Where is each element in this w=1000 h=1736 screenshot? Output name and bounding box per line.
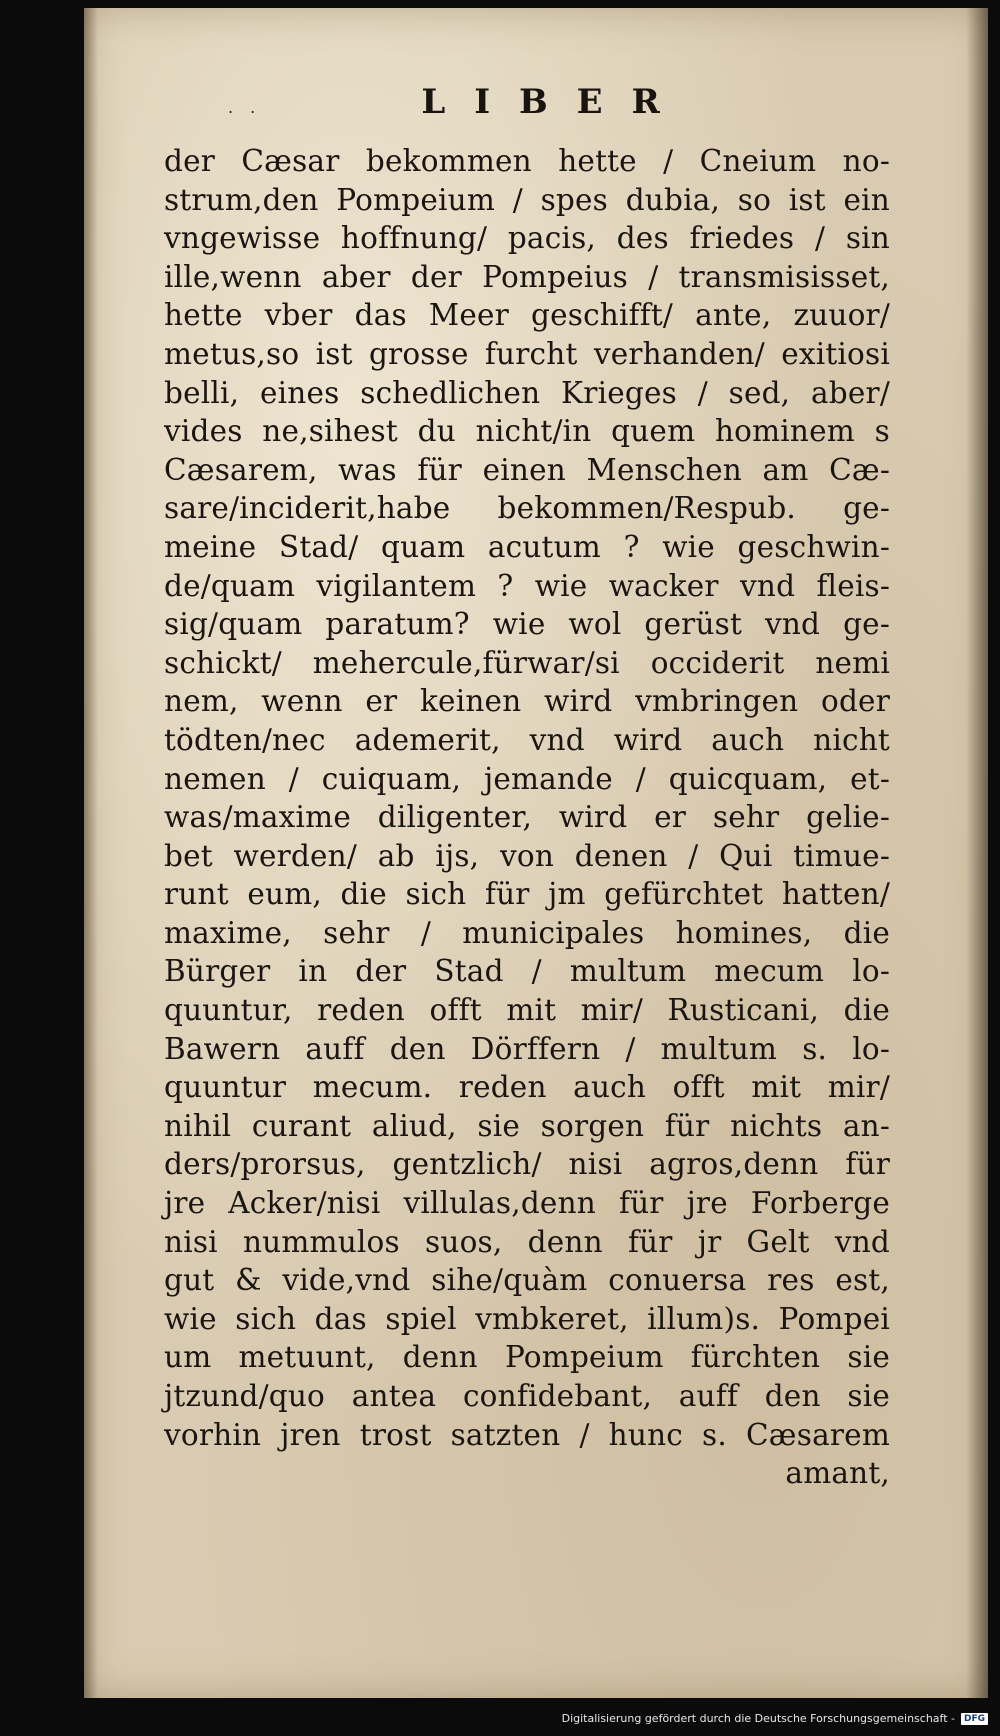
- page-edge-shadow: [966, 8, 988, 1698]
- text-line: ders/prorsus, gentzlich/ nisi agros,denn für: [164, 1147, 890, 1182]
- text-line: nemen / cuiquam, jemande / quicquam, et-: [164, 761, 890, 796]
- running-head: LIBER: [421, 82, 689, 122]
- text-line: tödten/nec ademerit, vnd wird auch nicht: [164, 722, 890, 757]
- text-line: vngewisse hoffnung/ pacis, des friedes / sin: [164, 221, 890, 256]
- text-line: belli, eines schedlichen Krieges / sed, aber/: [164, 375, 890, 410]
- text-line: Cæsarem, was für einen Menschen am Cæ-: [164, 452, 890, 487]
- text-line: jtzund/quo antea confidebant, auff den sie: [164, 1379, 890, 1413]
- text-line: runt eum, die sich für jm gefürchtet hatten/: [164, 877, 890, 912]
- text-line: nem, wenn er keinen wird vmbringen oder: [164, 684, 890, 719]
- text-line: de/quam vigilantem ? wie wacker vnd fleis-: [164, 568, 890, 603]
- text-line: strum,den Pompeium / spes dubia, so ist ein: [164, 182, 890, 217]
- running-head-marks: . .: [228, 98, 262, 117]
- text-line: maxime, sehr / municipales homines, die: [164, 915, 890, 950]
- text-line: ille,wenn aber der Pompeius / transmisisset,: [164, 259, 890, 294]
- text-line: quuntur mecum. reden auch offt mit mir/: [164, 1070, 890, 1105]
- text-line: Bürger in der Stad / multum mecum lo-: [164, 954, 890, 989]
- text-line: nisi nummulos suos, denn für jr Gelt vnd: [164, 1224, 890, 1259]
- text-line: metus,so ist grosse furcht verhanden/ exitiosi: [164, 336, 890, 371]
- catchword: amant,: [785, 1456, 890, 1491]
- text-line: Bawern auff den Dörffern / multum s. lo-: [164, 1031, 890, 1066]
- text-line: jre Acker/nisi villulas,denn für jre Forberge: [164, 1186, 890, 1221]
- dfg-logo: DFG: [961, 1713, 988, 1725]
- text-line: gut & vide,vnd sihe/quàm conuersa res est,: [164, 1263, 890, 1298]
- digitization-credit: [562, 1712, 988, 1725]
- text-line: meine Stad/ quam acutum ? wie geschwin-: [164, 529, 890, 564]
- text-line: der Cæsar bekommen hette / Cneium no-: [164, 144, 890, 178]
- text-line: bet werden/ ab ijs, von denen / Qui timue-: [164, 838, 890, 873]
- text-line: um metuunt, denn Pompeium fürchten sie: [164, 1340, 890, 1375]
- text-line: sig/quam paratum? wie wol gerüst vnd ge-: [164, 607, 890, 642]
- text-line: vides ne,sihest du nicht/in quem hominem s: [164, 414, 890, 449]
- text-line: vorhin jren trost satzten / hunc s. Cæsarem: [164, 1417, 890, 1452]
- text-line: schickt/ mehercule,fürwar/si occiderit nemi: [164, 645, 890, 680]
- text-line: wie sich das spiel vmbkeret, illum)s. Pompei: [164, 1301, 890, 1336]
- text-line: hette vber das Meer geschifft/ ante, zuuor/: [164, 298, 890, 333]
- page-gutter-shadow: [84, 8, 98, 1698]
- text-line: sare/inciderit,habe bekommen/Respub. ge-: [164, 491, 890, 526]
- credit-text: Digitalisierung gefördert durch die Deutsche Forschungsgemeinschaft -: [561, 1712, 955, 1725]
- text-line: was/maxime diligenter, wird er sehr gelie-: [164, 800, 890, 835]
- text-line: quuntur, reden offt mit mir/ Rusticani, die: [164, 993, 890, 1028]
- body-text: [164, 142, 890, 1493]
- text-line: nihil curant aliud, sie sorgen für nichts an-: [164, 1108, 890, 1143]
